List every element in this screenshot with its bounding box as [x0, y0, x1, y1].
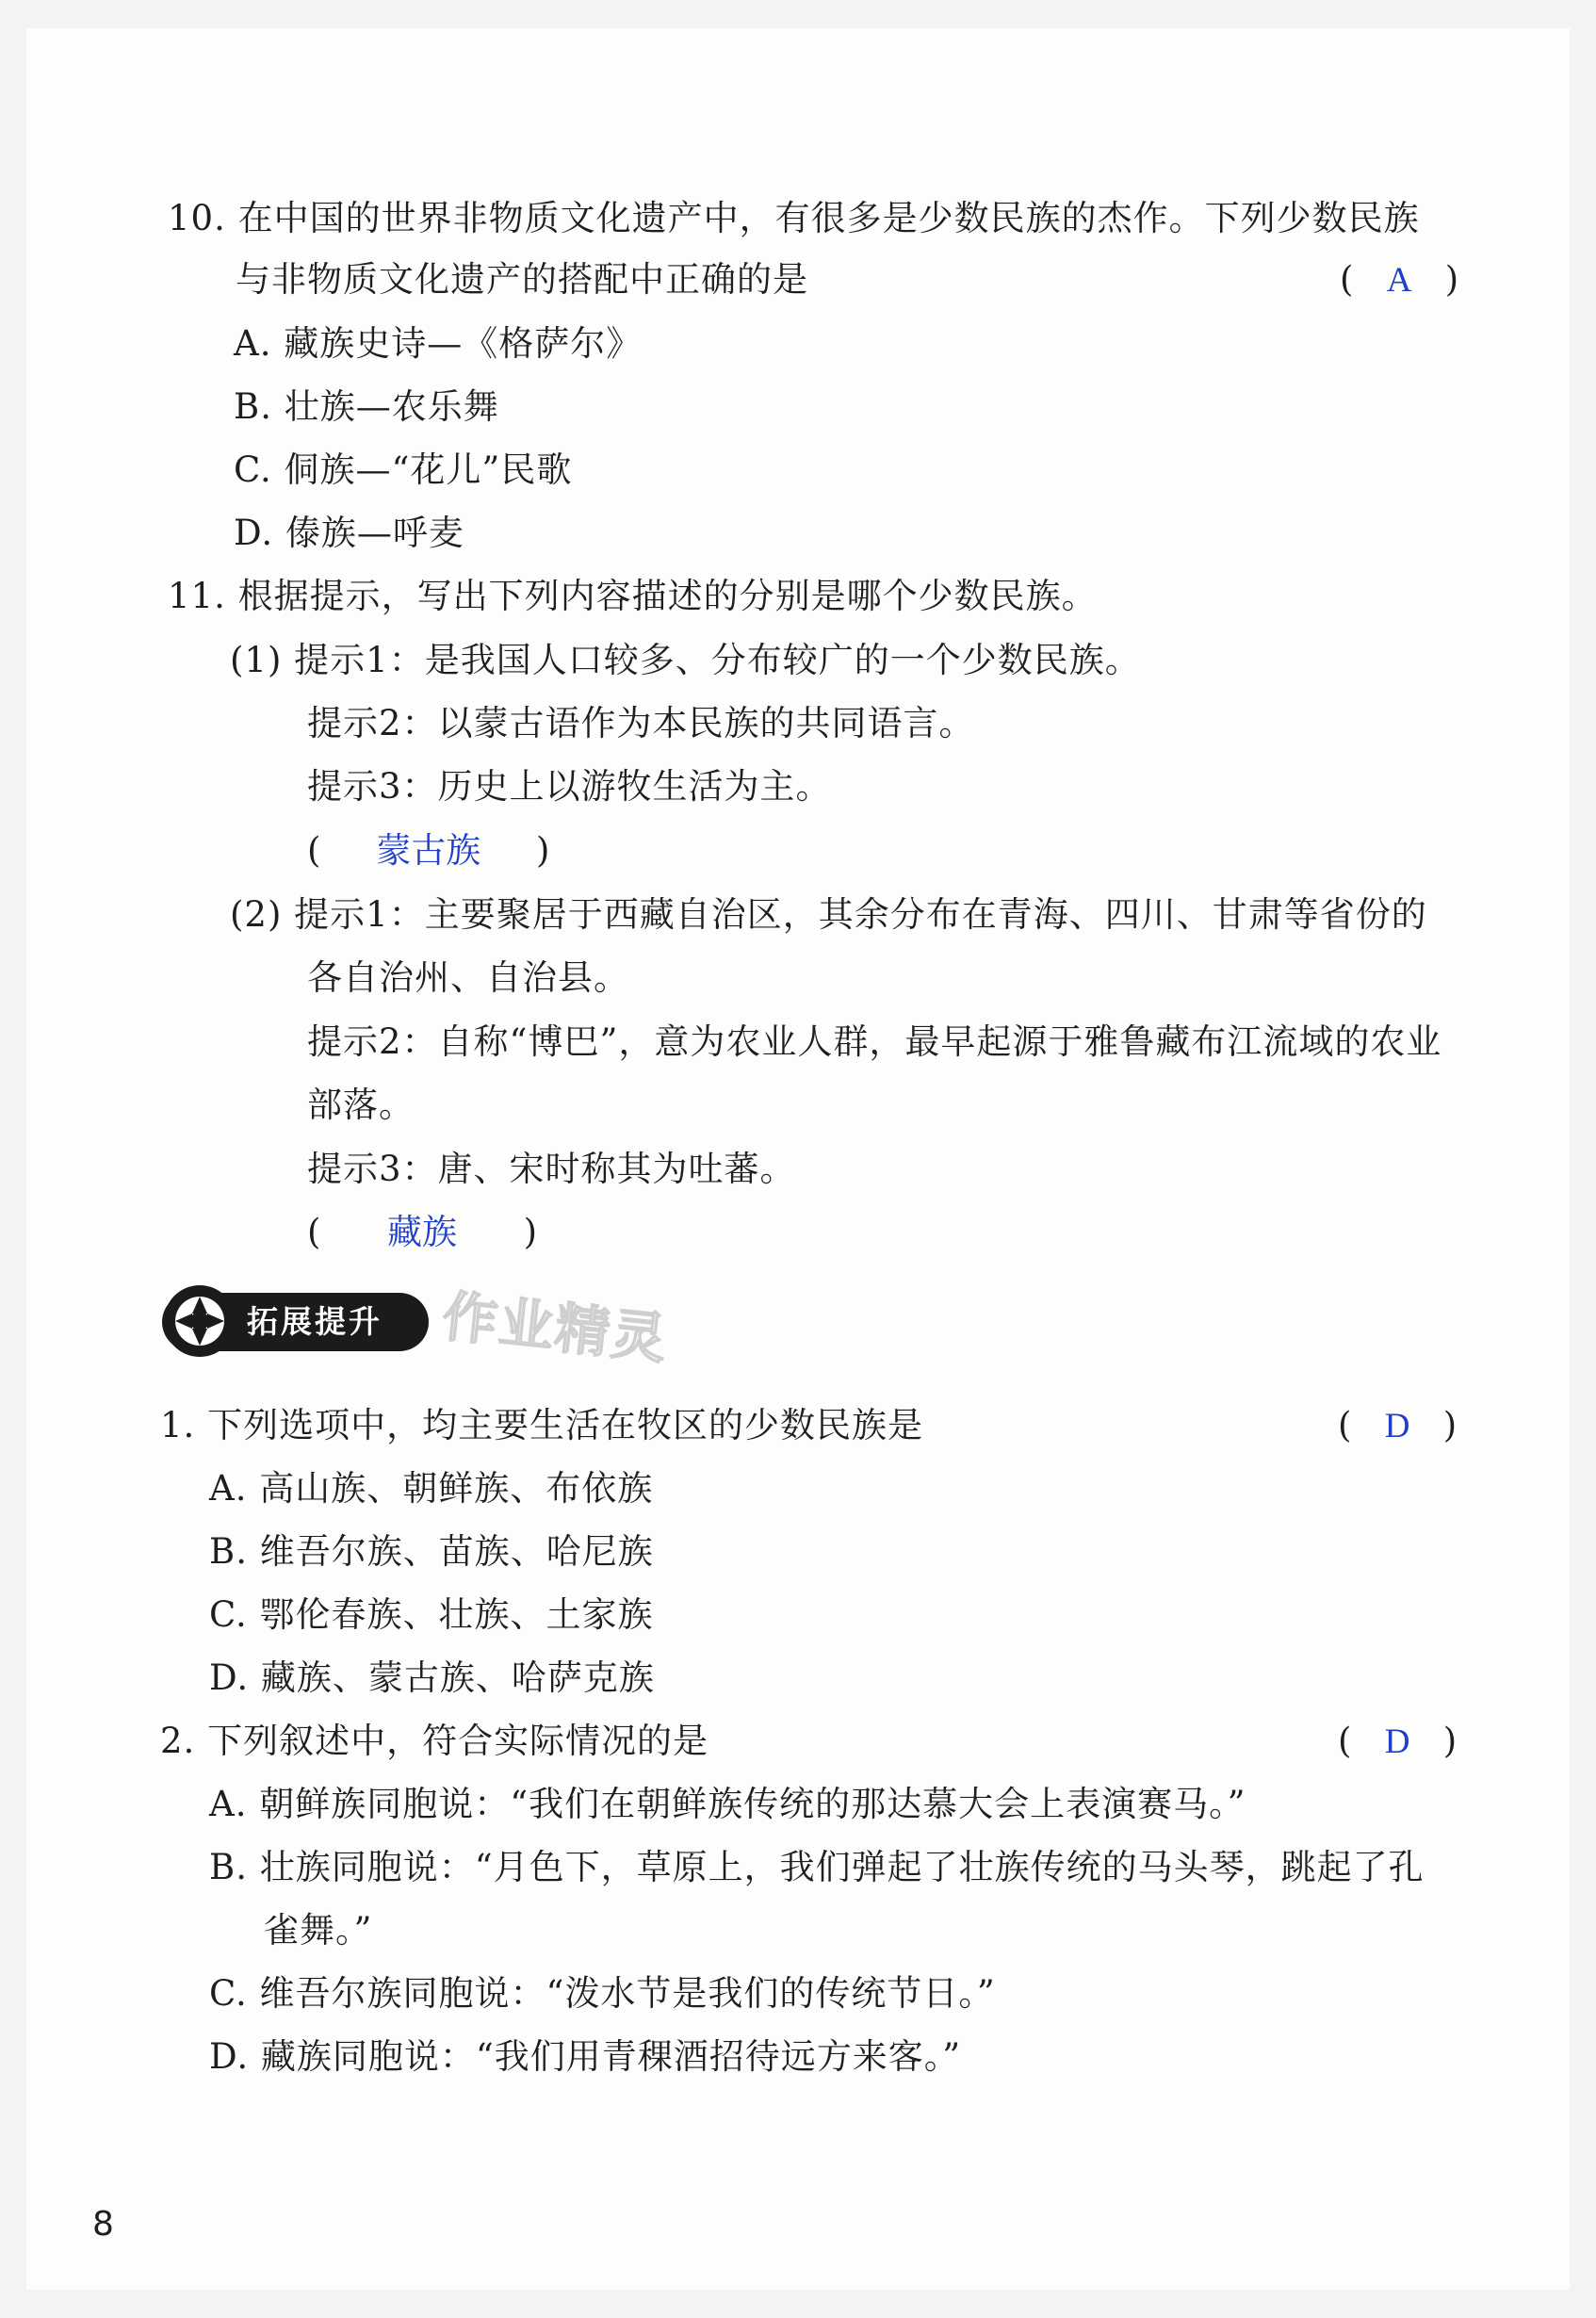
q11-p1-hint3: 提示3：历史上以游牧生活为主。 [307, 766, 832, 807]
e1-stem: 1. 下列选项中，均主要生活在牧区的少数民族是 [160, 1405, 924, 1445]
e1-option-a: A. 高山族、朝鲜族、布依族 [209, 1468, 654, 1509]
q11-p2-hint1b: 各自治州、自治县。 [307, 957, 629, 998]
q11-p1-answer-paren: ( 蒙古族 ) [307, 830, 550, 871]
q10-option-a: A. 藏族史诗—《格萨尔》 [234, 323, 643, 364]
q11-p2-hint2b: 部落。 [307, 1085, 415, 1125]
q10-answer: A [1386, 261, 1412, 300]
q10-answer-paren: ( A ) [1340, 259, 1459, 300]
e1-answer-paren: ( D ) [1338, 1405, 1458, 1445]
e2-answer-paren: ( D ) [1338, 1721, 1458, 1761]
q11-p2-hint1a: (2) 提示1：主要聚居于西藏自治区，其余分布在青海、四川、甘肃等省份的 [230, 894, 1427, 935]
q10-option-d: D. 傣族—呼麦 [234, 513, 464, 553]
q11-p1-answer: 蒙古族 [376, 830, 481, 871]
q11-p1-hint2: 提示2：以蒙古语作为本民族的共同语言。 [307, 703, 975, 743]
page-sheet [26, 28, 1570, 2290]
q11-stem: 11. 根据提示，写出下列内容描述的分别是哪个少数民族。 [168, 576, 1098, 616]
q11-p2-hint2a: 提示2：自称“博巴”，意为农业人群，最早起源于雅鲁藏布江流域的农业 [307, 1021, 1442, 1062]
q10-stem-line1: 10. 在中国的世界非物质文化遗产中，有很多是少数民族的杰作。下列少数民族 [168, 198, 1420, 238]
q11-p2-answer: 藏族 [387, 1212, 458, 1252]
q10-option-b: B. 壮族—农乐舞 [234, 386, 499, 427]
e1-answer: D [1384, 1407, 1410, 1445]
section-title: 拓展提升 [247, 1303, 383, 1340]
e1-option-b: B. 维吾尔族、苗族、哈尼族 [209, 1531, 654, 1572]
page-number: 8 [92, 2205, 114, 2244]
e2-option-c: C. 维吾尔族同胞说：“泼水节是我们的传统节日。” [209, 1973, 996, 2014]
e1-option-d: D. 藏族、蒙古族、哈萨克族 [209, 1657, 655, 1698]
e2-stem: 2. 下列叙述中，符合实际情况的是 [160, 1721, 709, 1761]
q10-stem-line2: 与非物质文化遗产的搭配中正确的是 [236, 259, 808, 300]
q10-option-c: C. 侗族—“花儿”民歌 [234, 449, 573, 490]
q11-p2-hint3: 提示3：唐、宋时称其为吐蕃。 [307, 1149, 796, 1189]
q11-p2-answer-paren: ( 藏族 ) [307, 1212, 538, 1252]
e2-option-b-line1: B. 壮族同胞说：“月色下，草原上，我们弹起了壮族传统的马头琴，跳起了孔 [209, 1847, 1425, 1887]
aperture-icon [164, 1285, 236, 1357]
e1-option-c: C. 鄂伦春族、壮族、土家族 [209, 1594, 654, 1635]
watermark: 作业精灵 [439, 1283, 672, 1372]
e2-option-d: D. 藏族同胞说：“我们用青稞酒招待远方来客。” [209, 2036, 962, 2077]
e2-option-a: A. 朝鲜族同胞说：“我们在朝鲜族传统的那达慕大会上表演赛马。” [209, 1784, 1246, 1824]
e2-option-b-line2: 雀舞。” [264, 1910, 373, 1951]
e2-answer: D [1384, 1722, 1410, 1761]
q11-p1-hint1: (1) 提示1：是我国人口较多、分布较广的一个少数民族。 [230, 640, 1141, 680]
